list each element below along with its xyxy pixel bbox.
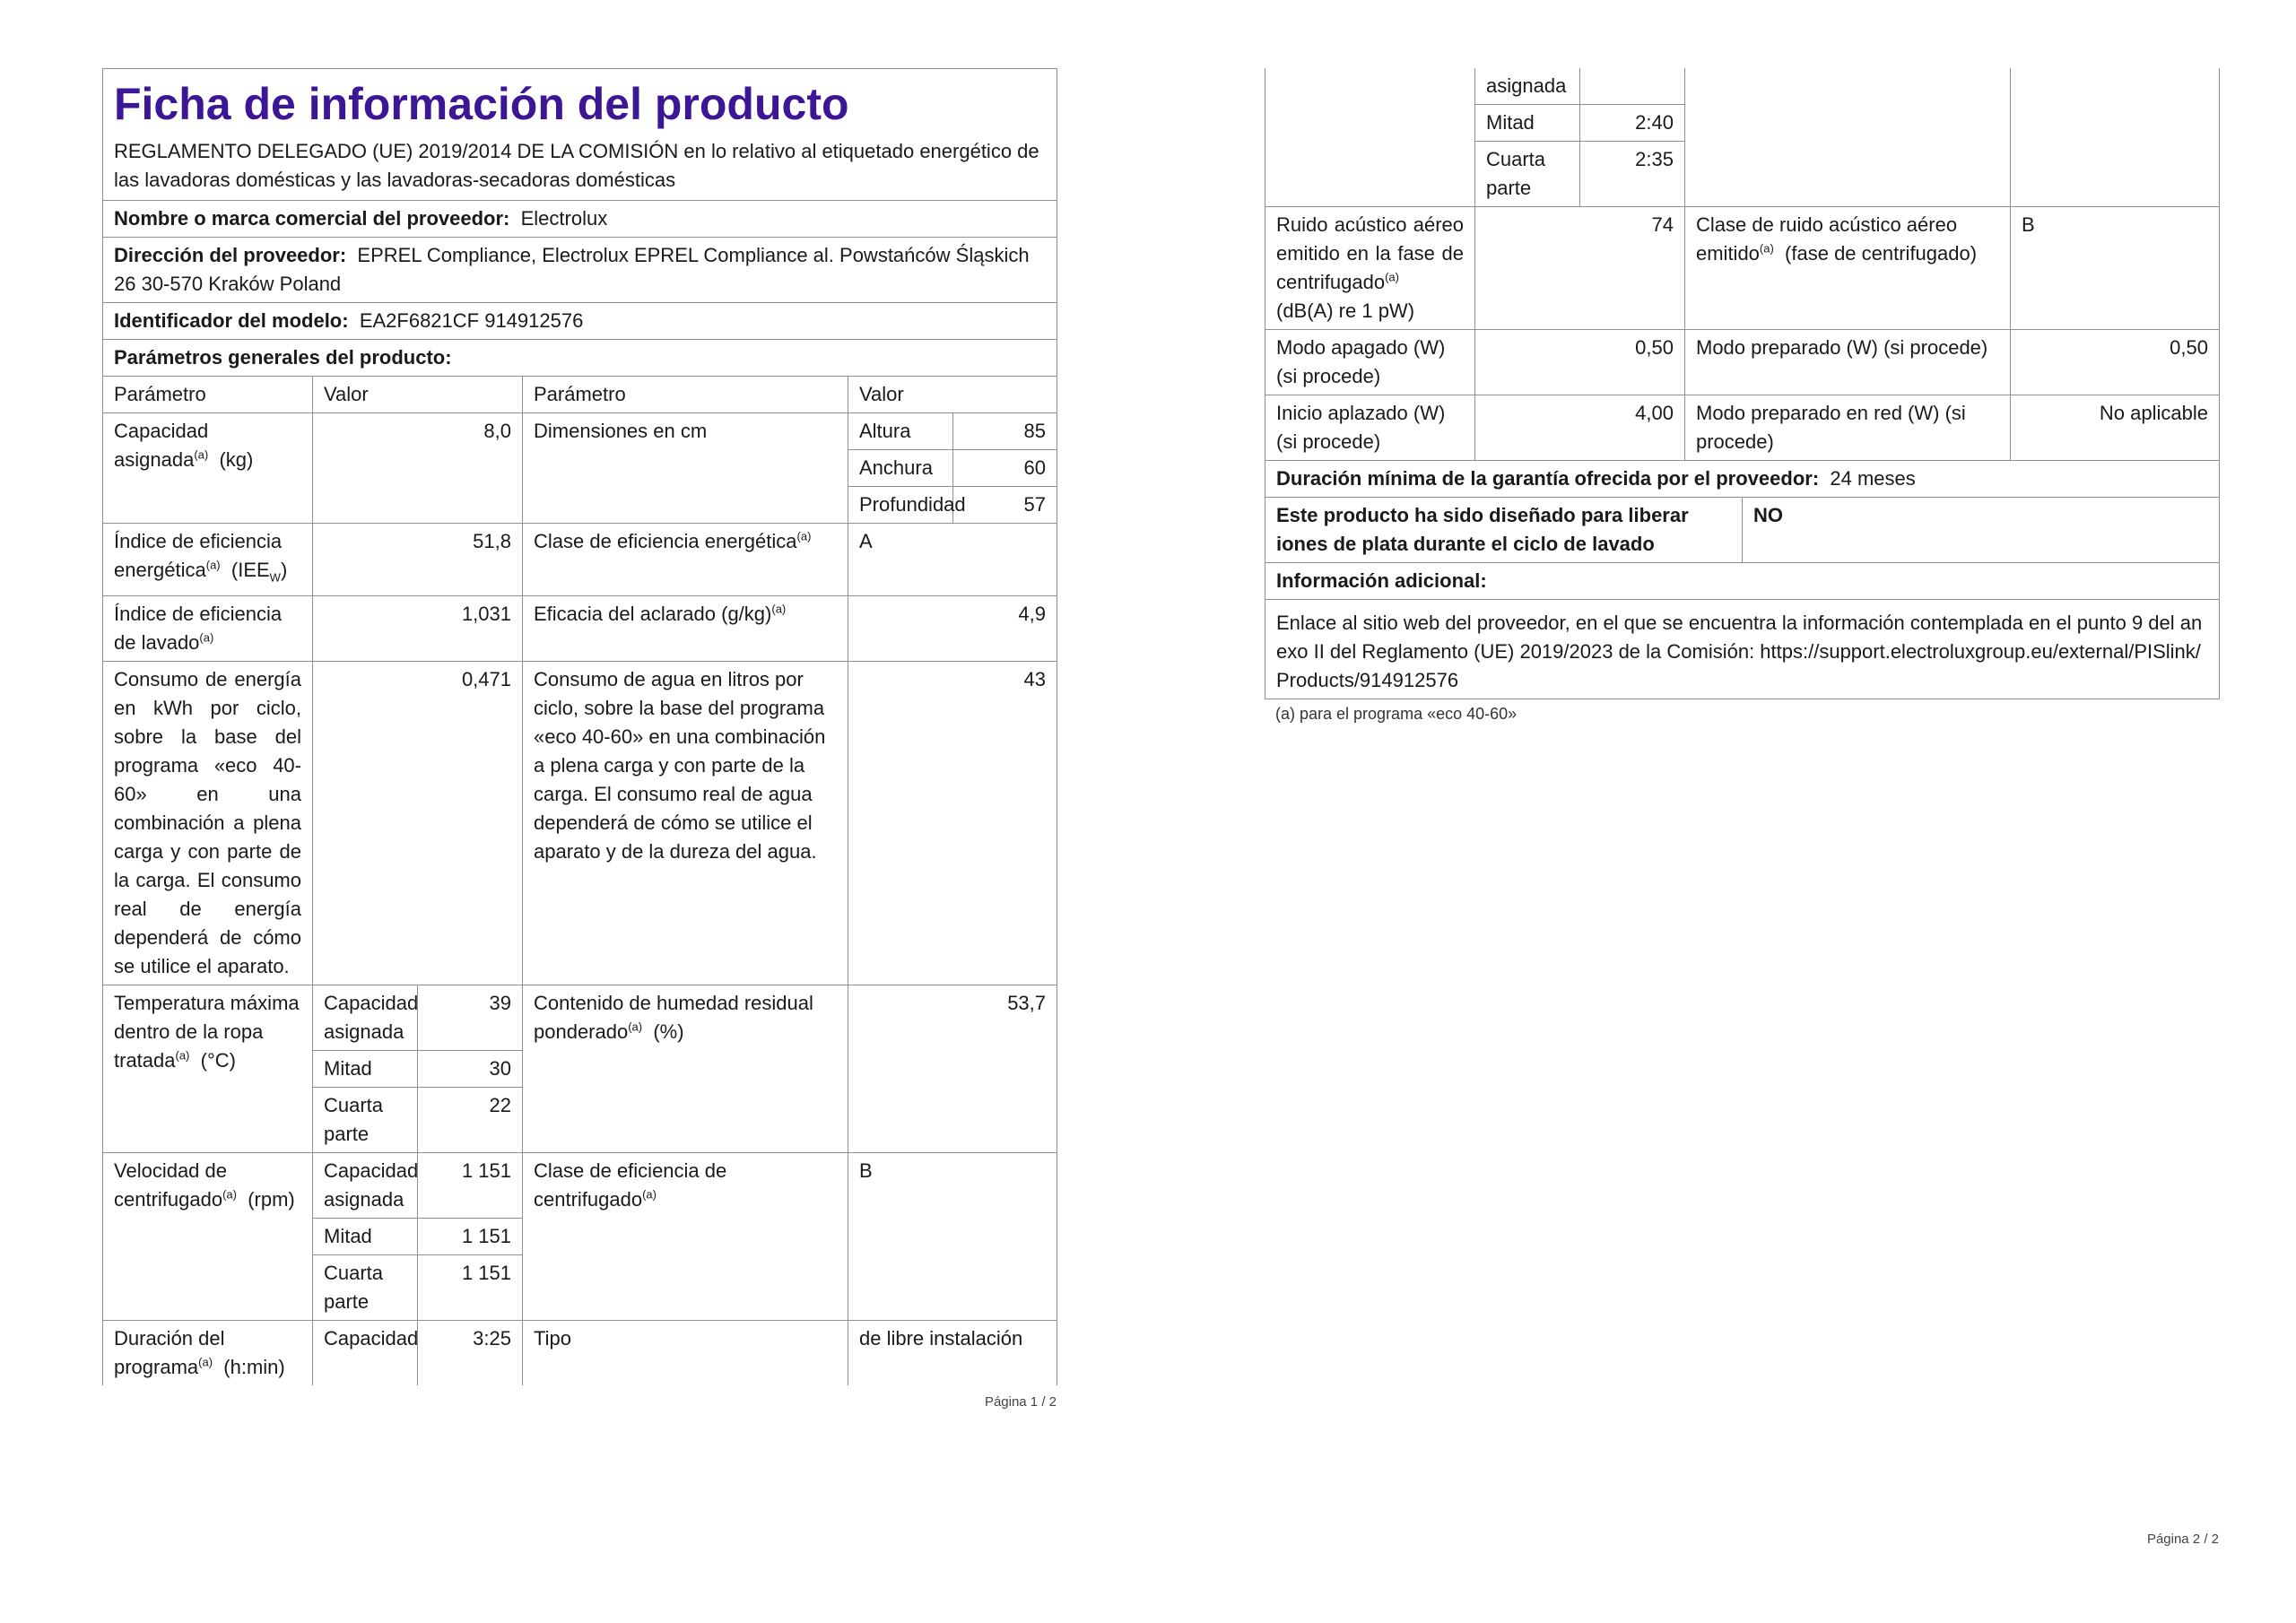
footnote-mark: (a): [199, 631, 214, 646]
page-number-2: Página 2 / 2: [2146, 1532, 2219, 1547]
noise-class-param: [1685, 207, 2011, 330]
eei-sub: W: [269, 570, 281, 585]
spin-speed-label: Velocidad de centrifugado: [114, 1159, 227, 1211]
spin-rated: 1 151: [418, 1153, 523, 1219]
page-1: [102, 68, 1057, 1410]
footnote-mark: (a): [628, 1020, 643, 1035]
moisture-param: [523, 985, 848, 1153]
duration-quarter: 2:35: [1580, 142, 1685, 207]
max-temp-label: Temperatura máxima dentro de la ropa tratada: [114, 992, 300, 1072]
col-header-value: Valor: [313, 377, 523, 413]
washing-index-label: Índice de eficiencia de lavado: [114, 603, 283, 655]
page-title: Ficha de información del producto: [114, 79, 849, 129]
max-temp-rated: 39: [418, 985, 523, 1051]
footnote-mark: (a): [771, 603, 787, 617]
network-standby-label: Modo preparado en red (W) (si procede): [1685, 395, 2011, 461]
capacity-unit: (kg): [219, 448, 254, 471]
footnote: (a) para el programa «eco 40-60»: [1275, 704, 1518, 723]
noise-class-label: Clase de ruido acústico aéreo emitido: [1696, 213, 1958, 265]
footnote-mark: (a): [205, 558, 221, 572]
sub-quarter: Cuarta parte: [313, 1088, 418, 1153]
eei-label: Índice de eficiencia energética: [114, 530, 283, 581]
duration-rated-cont: [1580, 68, 1685, 105]
capacity-label: Capacidad asignada: [114, 420, 209, 471]
delay-value: 4,00: [1475, 395, 1685, 461]
height-value: 85: [953, 413, 1057, 450]
sub-rated-capacity-cont: asignada: [1475, 68, 1580, 105]
off-mode-value: 0,50: [1475, 330, 1685, 395]
footnote-mark: (a): [1385, 270, 1399, 284]
model-label: Identificador del modelo:: [114, 309, 349, 332]
water-consumption-label: Consumo de agua en litros por ciclo, sobre la base del programa «eco 40-60» en una combinación a plena carga y con parte de la carga. El consumo real de agua dependerá de cómo se utilice el aparato y de la dureza del agua.: [523, 662, 848, 985]
warranty-row: [1265, 461, 2220, 498]
max-temp-unit: (°C): [200, 1049, 236, 1072]
dimensions-label: Dimensiones en cm: [523, 413, 848, 524]
eei-param: [103, 524, 313, 596]
rinsing-label: Eficacia del aclarado (g/kg): [534, 603, 772, 626]
width-label: Anchura: [848, 450, 953, 487]
noise-label: Ruido acústico aéreo emitido en la fase de centrifugado: [1276, 213, 1464, 293]
washing-index-param: [103, 596, 313, 662]
energy-consumption-label: Consumo de energía en kWh por ciclo, sobre la base del programa «eco 40-60» en una combinación a plena carga y con parte de la carga. El consumo real de energía dependerá de cómo se utilice el aparato.: [103, 662, 313, 985]
footnote-mark: (a): [1759, 241, 1774, 256]
col-header-param: Parámetro: [103, 377, 313, 413]
spin-class-value: B: [848, 1153, 1057, 1321]
height-label: Altura: [848, 413, 953, 450]
address-label: Dirección del proveedor:: [114, 244, 347, 266]
rinsing-value: 4,9: [848, 596, 1057, 662]
duration-cont-param: [1265, 68, 1475, 207]
sub-half: Mitad: [313, 1051, 418, 1088]
warranty-value: 24 meses: [1830, 467, 1916, 490]
footnote-mark: (a): [175, 1049, 190, 1063]
additional-info-heading: Información adicional:: [1265, 562, 2220, 599]
sub-quarter: Cuarta parte: [1475, 142, 1580, 207]
rinsing-param: [523, 596, 848, 662]
noise-class-value: B: [2011, 207, 2220, 330]
sub-rated-capacity-partial: Capacidad: [313, 1321, 418, 1386]
energy-class-param: [523, 524, 848, 596]
supplier-link-text: Enlace al sitio web del proveedor, en el que se encuentra la información contemplada en el punto 9 del anexo II del Reglamento (UE) 2019/2023 de la Comisión: https://support.electroluxgroup.eu/external/PISlink/Products/914912576: [1265, 599, 2220, 699]
product-info-table-p1: [102, 68, 1057, 1385]
energy-consumption-value: 0,471: [313, 662, 523, 985]
noise-unit: (dB(A) re 1 pW): [1276, 299, 1415, 322]
max-temp-quarter: 22: [418, 1088, 523, 1153]
spin-speed-param: [103, 1153, 313, 1321]
spin-class-label: Clase de eficiencia de centrifugado: [534, 1159, 727, 1211]
moisture-unit: (%): [653, 1020, 684, 1044]
standby-label: Modo preparado (W) (si procede): [1685, 330, 2011, 395]
depth-label: Profundidad: [848, 487, 953, 524]
water-consumption-value: 43: [848, 662, 1057, 985]
sub-rated-capacity: Capacidad asignada: [313, 985, 418, 1051]
footnote-mark: (a): [194, 447, 209, 462]
product-info-table-p2: [1265, 68, 2220, 498]
max-temp-param: [103, 985, 313, 1153]
page-2: [1265, 68, 2219, 724]
standby-value: 0,50: [2011, 330, 2220, 395]
footnote-mark: (a): [642, 1188, 657, 1202]
address-value: EPREL Compliance, Electrolux EPREL Compliance al. Powstańców Śląskich 26 30-570 Kraków Poland: [114, 244, 1030, 295]
network-standby-value: No aplicable: [2011, 395, 2220, 461]
duration-label: Duración del programa: [114, 1327, 225, 1379]
noise-class-suffix: (fase de centrifugado): [1785, 242, 1978, 265]
duration-unit: (h:min): [223, 1356, 285, 1379]
col-header-value-2: Valor: [848, 377, 1057, 413]
supplier-value: Electrolux: [520, 207, 608, 230]
spin-quarter: 1 151: [418, 1255, 523, 1321]
warranty-label: Duración mínima de la garantía ofrecida por el proveedor:: [1276, 467, 1820, 490]
energy-class-label: Clase de eficiencia energética: [534, 530, 797, 552]
sub-half: Mitad: [1475, 105, 1580, 142]
sub-half: Mitad: [313, 1219, 418, 1255]
supplier-label: Nombre o marca comercial del proveedor:: [114, 207, 510, 230]
eei-value: 51,8: [313, 524, 523, 596]
col-header-param-2: Parámetro: [523, 377, 848, 413]
supplier-row: [103, 201, 1057, 238]
silver-ions-value: NO: [1743, 497, 2220, 562]
sub-quarter: Cuarta parte: [313, 1255, 418, 1321]
spin-speed-unit: (rpm): [248, 1188, 295, 1211]
width-value: 60: [953, 450, 1057, 487]
type-label: Tipo: [523, 1321, 848, 1386]
washing-index-value: 1,031: [313, 596, 523, 662]
duration-rated: 3:25: [418, 1321, 523, 1386]
noise-param: [1265, 207, 1475, 330]
silver-ions-table: [1265, 497, 2220, 699]
address-row: [103, 238, 1057, 303]
model-value: EA2F6821CF 914912576: [359, 309, 584, 332]
table-header-row: [103, 377, 1057, 413]
depth-value: 57: [953, 487, 1057, 524]
footnote-mark: (a): [222, 1188, 237, 1202]
model-row: [103, 303, 1057, 340]
footnote-mark: (a): [198, 1356, 213, 1370]
capacity-value: 8,0: [313, 413, 523, 524]
moisture-value: 53,7: [848, 985, 1057, 1153]
off-mode-label: Modo apagado (W) (si procede): [1265, 330, 1475, 395]
moisture-label: Contenido de humedad residual ponderado: [534, 992, 813, 1044]
spin-class-param: [523, 1153, 848, 1321]
general-params-heading: Parámetros generales del producto:: [103, 340, 1057, 377]
type-cont: [1685, 68, 2011, 207]
sub-rated-capacity: Capacidad asignada: [313, 1153, 418, 1219]
page-number-1: Página 1 / 2: [984, 1394, 1057, 1410]
spin-half: 1 151: [418, 1219, 523, 1255]
energy-class-value: A: [848, 524, 1057, 596]
footnote-mark: (a): [796, 529, 812, 543]
type-value-cont: [2011, 68, 2220, 207]
max-temp-half: 30: [418, 1051, 523, 1088]
eei-unit: (IEE: [230, 559, 270, 581]
type-value: de libre instalación: [848, 1321, 1057, 1386]
regulation-text: REGLAMENTO DELEGADO (UE) 2019/2014 DE LA COMISIÓN en lo relativo al etiquetado energético de las lavadoras domésticas y las lavadoras-secadoras domésticas: [114, 140, 1039, 191]
delay-label: Inicio aplazado (W) (si procede): [1265, 395, 1475, 461]
duration-half: 2:40: [1580, 105, 1685, 142]
eei-close: ): [280, 559, 288, 581]
silver-ions-label: Este producto ha sido diseñado para liberar iones de plata durante el ciclo de lavado: [1265, 497, 1743, 562]
capacity-param: [103, 413, 313, 524]
noise-value: 74: [1475, 207, 1685, 330]
duration-param: [103, 1321, 313, 1386]
